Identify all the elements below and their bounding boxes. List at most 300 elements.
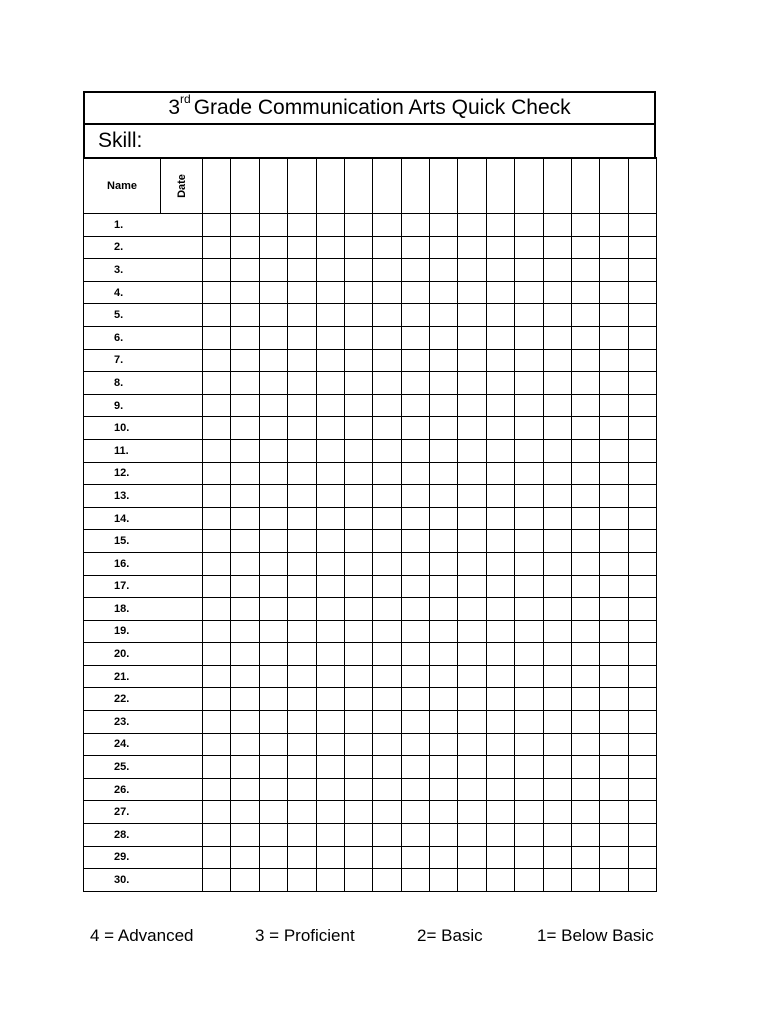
check-cell[interactable] [344,417,372,440]
check-cell[interactable] [288,688,316,711]
check-cell[interactable] [316,417,344,440]
check-cell[interactable] [288,756,316,779]
check-cell[interactable] [600,778,628,801]
check-cell[interactable] [288,778,316,801]
check-cell[interactable] [628,778,656,801]
check-cell[interactable] [203,394,231,417]
check-cell[interactable] [571,417,599,440]
student-name-cell[interactable]: 13. [84,485,203,508]
check-cell[interactable] [543,214,571,237]
student-name-cell[interactable]: 22. [84,688,203,711]
student-name-cell[interactable]: 10. [84,417,203,440]
check-cell[interactable] [628,281,656,304]
check-cell[interactable] [458,349,486,372]
check-cell[interactable] [203,439,231,462]
check-cell[interactable] [373,598,401,621]
check-cell[interactable] [600,824,628,847]
check-cell[interactable] [543,281,571,304]
check-cell[interactable] [401,756,429,779]
check-cell[interactable] [458,801,486,824]
check-cell[interactable] [543,439,571,462]
check-cell[interactable] [231,801,259,824]
check-cell[interactable] [543,801,571,824]
check-cell[interactable] [288,643,316,666]
check-cell[interactable] [515,372,543,395]
check-cell[interactable] [571,462,599,485]
check-cell[interactable] [231,485,259,508]
check-cell[interactable] [600,598,628,621]
check-cell[interactable] [259,665,287,688]
check-cell[interactable] [259,417,287,440]
check-cell[interactable] [373,259,401,282]
check-column-header[interactable] [231,158,259,214]
check-cell[interactable] [259,349,287,372]
check-cell[interactable] [571,349,599,372]
check-cell[interactable] [259,439,287,462]
check-cell[interactable] [486,801,514,824]
check-cell[interactable] [344,620,372,643]
check-column-header[interactable] [203,158,231,214]
check-cell[interactable] [458,733,486,756]
check-cell[interactable] [259,462,287,485]
check-cell[interactable] [600,552,628,575]
check-cell[interactable] [316,304,344,327]
check-column-header[interactable] [259,158,287,214]
check-cell[interactable] [231,394,259,417]
check-cell[interactable] [515,417,543,440]
check-cell[interactable] [231,326,259,349]
check-cell[interactable] [600,462,628,485]
check-cell[interactable] [344,485,372,508]
check-cell[interactable] [401,665,429,688]
check-cell[interactable] [231,236,259,259]
check-cell[interactable] [543,869,571,892]
check-cell[interactable] [316,846,344,869]
check-column-header[interactable] [571,158,599,214]
check-cell[interactable] [486,711,514,734]
check-cell[interactable] [401,372,429,395]
check-cell[interactable] [344,846,372,869]
check-cell[interactable] [401,801,429,824]
check-cell[interactable] [373,620,401,643]
check-cell[interactable] [401,869,429,892]
check-cell[interactable] [316,688,344,711]
check-cell[interactable] [430,665,458,688]
check-cell[interactable] [600,439,628,462]
check-cell[interactable] [373,281,401,304]
check-cell[interactable] [203,417,231,440]
check-cell[interactable] [600,869,628,892]
check-cell[interactable] [344,259,372,282]
check-cell[interactable] [401,281,429,304]
check-cell[interactable] [486,462,514,485]
check-cell[interactable] [515,530,543,553]
check-cell[interactable] [458,281,486,304]
check-cell[interactable] [231,507,259,530]
check-cell[interactable] [515,643,543,666]
check-column-header[interactable] [458,158,486,214]
check-cell[interactable] [203,778,231,801]
check-cell[interactable] [600,507,628,530]
check-cell[interactable] [401,507,429,530]
check-cell[interactable] [344,575,372,598]
check-cell[interactable] [600,575,628,598]
check-cell[interactable] [259,688,287,711]
check-cell[interactable] [373,665,401,688]
check-cell[interactable] [515,552,543,575]
check-cell[interactable] [571,688,599,711]
check-cell[interactable] [486,846,514,869]
check-cell[interactable] [486,643,514,666]
check-cell[interactable] [571,552,599,575]
check-column-header[interactable] [543,158,571,214]
student-name-cell[interactable]: 17. [84,575,203,598]
check-cell[interactable] [231,372,259,395]
student-name-cell[interactable]: 27. [84,801,203,824]
student-name-cell[interactable]: 23. [84,711,203,734]
check-cell[interactable] [486,733,514,756]
student-name-cell[interactable]: 16. [84,552,203,575]
check-cell[interactable] [543,394,571,417]
check-cell[interactable] [259,530,287,553]
check-cell[interactable] [515,485,543,508]
check-cell[interactable] [600,733,628,756]
check-cell[interactable] [430,214,458,237]
student-name-cell[interactable]: 4. [84,281,203,304]
check-cell[interactable] [600,665,628,688]
student-name-cell[interactable]: 7. [84,349,203,372]
check-cell[interactable] [458,778,486,801]
check-cell[interactable] [458,665,486,688]
check-cell[interactable] [571,824,599,847]
check-cell[interactable] [401,620,429,643]
check-cell[interactable] [458,575,486,598]
check-cell[interactable] [458,530,486,553]
check-cell[interactable] [458,620,486,643]
check-cell[interactable] [401,575,429,598]
check-cell[interactable] [401,417,429,440]
check-cell[interactable] [288,349,316,372]
check-cell[interactable] [401,688,429,711]
check-cell[interactable] [515,665,543,688]
check-cell[interactable] [458,462,486,485]
check-cell[interactable] [600,530,628,553]
check-cell[interactable] [288,620,316,643]
check-cell[interactable] [203,507,231,530]
check-cell[interactable] [231,643,259,666]
check-cell[interactable] [628,439,656,462]
check-cell[interactable] [600,349,628,372]
check-cell[interactable] [373,756,401,779]
check-cell[interactable] [203,259,231,282]
check-cell[interactable] [543,462,571,485]
check-cell[interactable] [430,372,458,395]
check-cell[interactable] [543,236,571,259]
check-cell[interactable] [543,665,571,688]
check-cell[interactable] [571,733,599,756]
check-cell[interactable] [430,507,458,530]
check-cell[interactable] [401,394,429,417]
check-cell[interactable] [344,372,372,395]
check-cell[interactable] [515,304,543,327]
check-cell[interactable] [430,417,458,440]
check-cell[interactable] [543,372,571,395]
check-cell[interactable] [288,236,316,259]
check-cell[interactable] [231,598,259,621]
check-cell[interactable] [344,507,372,530]
check-cell[interactable] [401,711,429,734]
check-cell[interactable] [543,507,571,530]
check-cell[interactable] [430,688,458,711]
check-cell[interactable] [571,507,599,530]
check-column-header[interactable] [430,158,458,214]
check-cell[interactable] [288,439,316,462]
check-cell[interactable] [316,552,344,575]
check-cell[interactable] [571,281,599,304]
student-name-cell[interactable]: 29. [84,846,203,869]
check-cell[interactable] [515,846,543,869]
check-cell[interactable] [316,394,344,417]
check-cell[interactable] [288,824,316,847]
check-cell[interactable] [543,778,571,801]
check-cell[interactable] [203,620,231,643]
check-cell[interactable] [543,846,571,869]
check-cell[interactable] [373,530,401,553]
check-cell[interactable] [571,530,599,553]
student-name-cell[interactable]: 21. [84,665,203,688]
check-cell[interactable] [486,778,514,801]
check-cell[interactable] [373,688,401,711]
check-cell[interactable] [458,417,486,440]
check-cell[interactable] [288,733,316,756]
check-cell[interactable] [430,552,458,575]
check-cell[interactable] [543,349,571,372]
check-cell[interactable] [486,394,514,417]
check-cell[interactable] [203,711,231,734]
check-cell[interactable] [373,417,401,440]
check-cell[interactable] [231,575,259,598]
check-cell[interactable] [344,665,372,688]
check-cell[interactable] [231,462,259,485]
check-cell[interactable] [600,688,628,711]
check-cell[interactable] [458,869,486,892]
check-cell[interactable] [571,575,599,598]
check-cell[interactable] [515,214,543,237]
check-cell[interactable] [288,801,316,824]
check-cell[interactable] [231,214,259,237]
check-cell[interactable] [628,372,656,395]
check-cell[interactable] [316,778,344,801]
check-cell[interactable] [628,620,656,643]
check-cell[interactable] [543,598,571,621]
check-cell[interactable] [203,598,231,621]
check-cell[interactable] [203,552,231,575]
check-cell[interactable] [628,688,656,711]
check-cell[interactable] [259,801,287,824]
check-cell[interactable] [543,552,571,575]
student-name-cell[interactable]: 15. [84,530,203,553]
check-cell[interactable] [600,711,628,734]
check-cell[interactable] [486,665,514,688]
check-cell[interactable] [373,349,401,372]
check-cell[interactable] [458,643,486,666]
check-cell[interactable] [373,439,401,462]
check-cell[interactable] [543,417,571,440]
check-cell[interactable] [600,620,628,643]
check-cell[interactable] [288,530,316,553]
check-cell[interactable] [401,530,429,553]
check-cell[interactable] [458,846,486,869]
check-cell[interactable] [288,462,316,485]
check-cell[interactable] [288,326,316,349]
check-cell[interactable] [486,439,514,462]
check-cell[interactable] [373,575,401,598]
check-cell[interactable] [316,801,344,824]
check-cell[interactable] [203,462,231,485]
check-cell[interactable] [316,349,344,372]
check-cell[interactable] [203,372,231,395]
check-cell[interactable] [344,349,372,372]
check-cell[interactable] [316,643,344,666]
check-cell[interactable] [628,643,656,666]
check-cell[interactable] [259,869,287,892]
check-cell[interactable] [515,575,543,598]
check-cell[interactable] [600,643,628,666]
check-cell[interactable] [486,236,514,259]
check-cell[interactable] [344,462,372,485]
check-cell[interactable] [458,439,486,462]
check-cell[interactable] [373,462,401,485]
check-cell[interactable] [231,552,259,575]
check-cell[interactable] [628,304,656,327]
check-cell[interactable] [628,598,656,621]
check-cell[interactable] [373,485,401,508]
check-cell[interactable] [401,439,429,462]
check-column-header[interactable] [344,158,372,214]
check-cell[interactable] [316,507,344,530]
check-cell[interactable] [543,824,571,847]
skill-field[interactable] [83,123,656,159]
check-cell[interactable] [316,530,344,553]
check-cell[interactable] [458,552,486,575]
check-cell[interactable] [259,372,287,395]
check-cell[interactable] [316,575,344,598]
check-cell[interactable] [288,304,316,327]
check-column-header[interactable] [515,158,543,214]
check-cell[interactable] [486,552,514,575]
check-cell[interactable] [543,530,571,553]
student-name-cell[interactable]: 25. [84,756,203,779]
check-cell[interactable] [344,801,372,824]
check-cell[interactable] [373,214,401,237]
check-cell[interactable] [600,417,628,440]
check-cell[interactable] [401,846,429,869]
check-cell[interactable] [316,326,344,349]
check-cell[interactable] [344,643,372,666]
check-cell[interactable] [458,214,486,237]
student-name-cell[interactable]: 1. [84,214,203,237]
check-cell[interactable] [571,214,599,237]
check-cell[interactable] [430,281,458,304]
check-cell[interactable] [316,259,344,282]
check-cell[interactable] [401,643,429,666]
check-cell[interactable] [231,846,259,869]
check-cell[interactable] [571,665,599,688]
check-cell[interactable] [316,733,344,756]
check-cell[interactable] [373,372,401,395]
check-cell[interactable] [373,326,401,349]
check-cell[interactable] [259,394,287,417]
check-column-header[interactable] [401,158,429,214]
check-cell[interactable] [430,259,458,282]
check-cell[interactable] [259,824,287,847]
check-cell[interactable] [458,756,486,779]
check-cell[interactable] [430,439,458,462]
check-cell[interactable] [401,778,429,801]
check-cell[interactable] [628,417,656,440]
check-cell[interactable] [316,665,344,688]
check-cell[interactable] [515,756,543,779]
check-cell[interactable] [571,598,599,621]
check-cell[interactable] [543,643,571,666]
check-cell[interactable] [316,756,344,779]
check-cell[interactable] [543,259,571,282]
check-column-header[interactable] [486,158,514,214]
check-cell[interactable] [458,824,486,847]
check-cell[interactable] [430,778,458,801]
check-cell[interactable] [628,214,656,237]
check-cell[interactable] [231,756,259,779]
check-cell[interactable] [344,688,372,711]
check-cell[interactable] [571,259,599,282]
check-cell[interactable] [203,801,231,824]
check-cell[interactable] [401,326,429,349]
check-cell[interactable] [430,598,458,621]
check-cell[interactable] [259,507,287,530]
check-cell[interactable] [430,869,458,892]
check-cell[interactable] [231,417,259,440]
check-cell[interactable] [628,552,656,575]
check-cell[interactable] [373,733,401,756]
check-column-header[interactable] [316,158,344,214]
check-cell[interactable] [628,485,656,508]
check-cell[interactable] [600,214,628,237]
check-cell[interactable] [203,869,231,892]
check-cell[interactable] [458,394,486,417]
check-cell[interactable] [486,507,514,530]
check-cell[interactable] [288,846,316,869]
check-cell[interactable] [628,507,656,530]
check-cell[interactable] [628,756,656,779]
student-name-cell[interactable]: 19. [84,620,203,643]
check-cell[interactable] [259,598,287,621]
check-cell[interactable] [344,530,372,553]
student-name-cell[interactable]: 11. [84,439,203,462]
check-cell[interactable] [288,507,316,530]
check-cell[interactable] [316,236,344,259]
check-cell[interactable] [344,869,372,892]
check-cell[interactable] [316,620,344,643]
check-cell[interactable] [231,530,259,553]
check-cell[interactable] [600,846,628,869]
check-cell[interactable] [515,733,543,756]
check-cell[interactable] [458,507,486,530]
check-cell[interactable] [231,824,259,847]
check-cell[interactable] [571,439,599,462]
student-name-cell[interactable]: 6. [84,326,203,349]
check-cell[interactable] [628,236,656,259]
check-cell[interactable] [344,778,372,801]
